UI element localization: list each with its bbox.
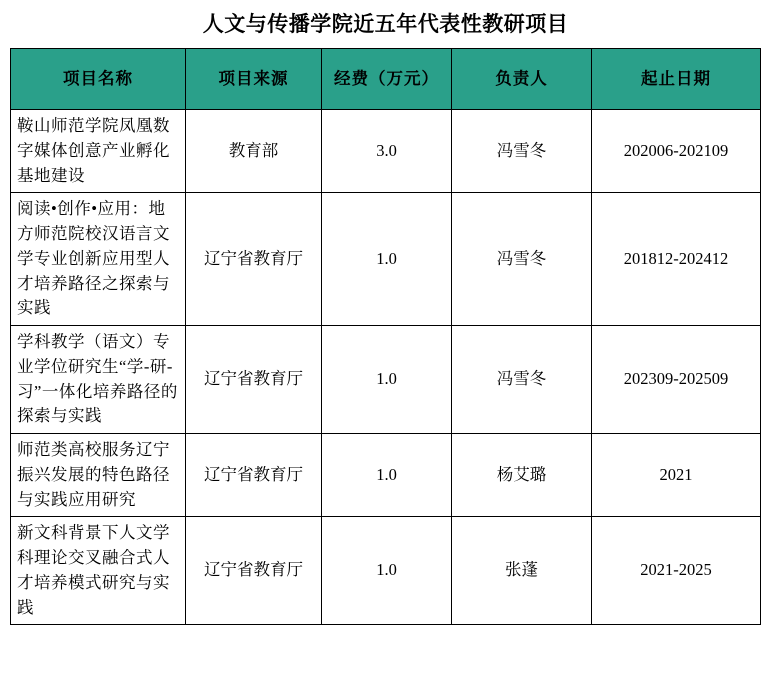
cell-dates: 2021 [592, 434, 761, 517]
teaching-research-projects-table [10, 48, 761, 625]
column-header-leader: 负责人 [452, 49, 592, 110]
cell-dates: 202309-202509 [592, 326, 761, 434]
table-row [11, 193, 761, 326]
cell-funding: 1.0 [322, 434, 452, 517]
cell-project-source: 辽宁省教育厅 [186, 517, 322, 625]
column-header-project-source: 项目来源 [186, 49, 322, 110]
cell-project-source: 辽宁省教育厅 [186, 193, 322, 326]
page-title: 人文与传播学院近五年代表性教研项目 [202, 12, 569, 36]
cell-project-name: 师范类高校服务辽宁振兴发展的特色路径与实践应用研究 [11, 434, 186, 517]
table-body [11, 110, 761, 625]
column-header-project-name: 项目名称 [11, 49, 186, 110]
cell-project-source: 辽宁省教育厅 [186, 434, 322, 517]
cell-project-name: 新文科背景下人文学科理论交叉融合式人才培养模式研究与实践 [11, 517, 186, 625]
table-header-row [11, 49, 761, 110]
cell-project-name: 鞍山师范学院凤凰数字媒体创意产业孵化基地建设 [11, 110, 186, 193]
column-header-funding: 经费（万元） [322, 49, 452, 110]
cell-project-name: 阅读•创作•应用：地方师范院校汉语言文学专业创新应用型人才培养路径之探索与实践 [11, 193, 186, 326]
cell-funding: 1.0 [322, 193, 452, 326]
table-row [11, 517, 761, 625]
cell-leader: 张蓬 [452, 517, 592, 625]
cell-funding: 1.0 [322, 517, 452, 625]
cell-dates: 202006-202109 [592, 110, 761, 193]
table-row [11, 110, 761, 193]
table-row [11, 434, 761, 517]
column-header-dates: 起止日期 [592, 49, 761, 110]
cell-project-source: 辽宁省教育厅 [186, 326, 322, 434]
table-header [11, 49, 761, 110]
cell-dates: 2021-2025 [592, 517, 761, 625]
table-row [11, 326, 761, 434]
cell-project-source: 教育部 [186, 110, 322, 193]
cell-funding: 3.0 [322, 110, 452, 193]
cell-project-name: 学科教学（语文）专业学位研究生“学-研-习”一体化培养路径的探索与实践 [11, 326, 186, 434]
cell-leader: 冯雪冬 [452, 193, 592, 326]
cell-funding: 1.0 [322, 326, 452, 434]
cell-leader: 冯雪冬 [452, 110, 592, 193]
cell-leader: 杨艾璐 [452, 434, 592, 517]
cell-dates: 201812-202412 [592, 193, 761, 326]
cell-leader: 冯雪冬 [452, 326, 592, 434]
